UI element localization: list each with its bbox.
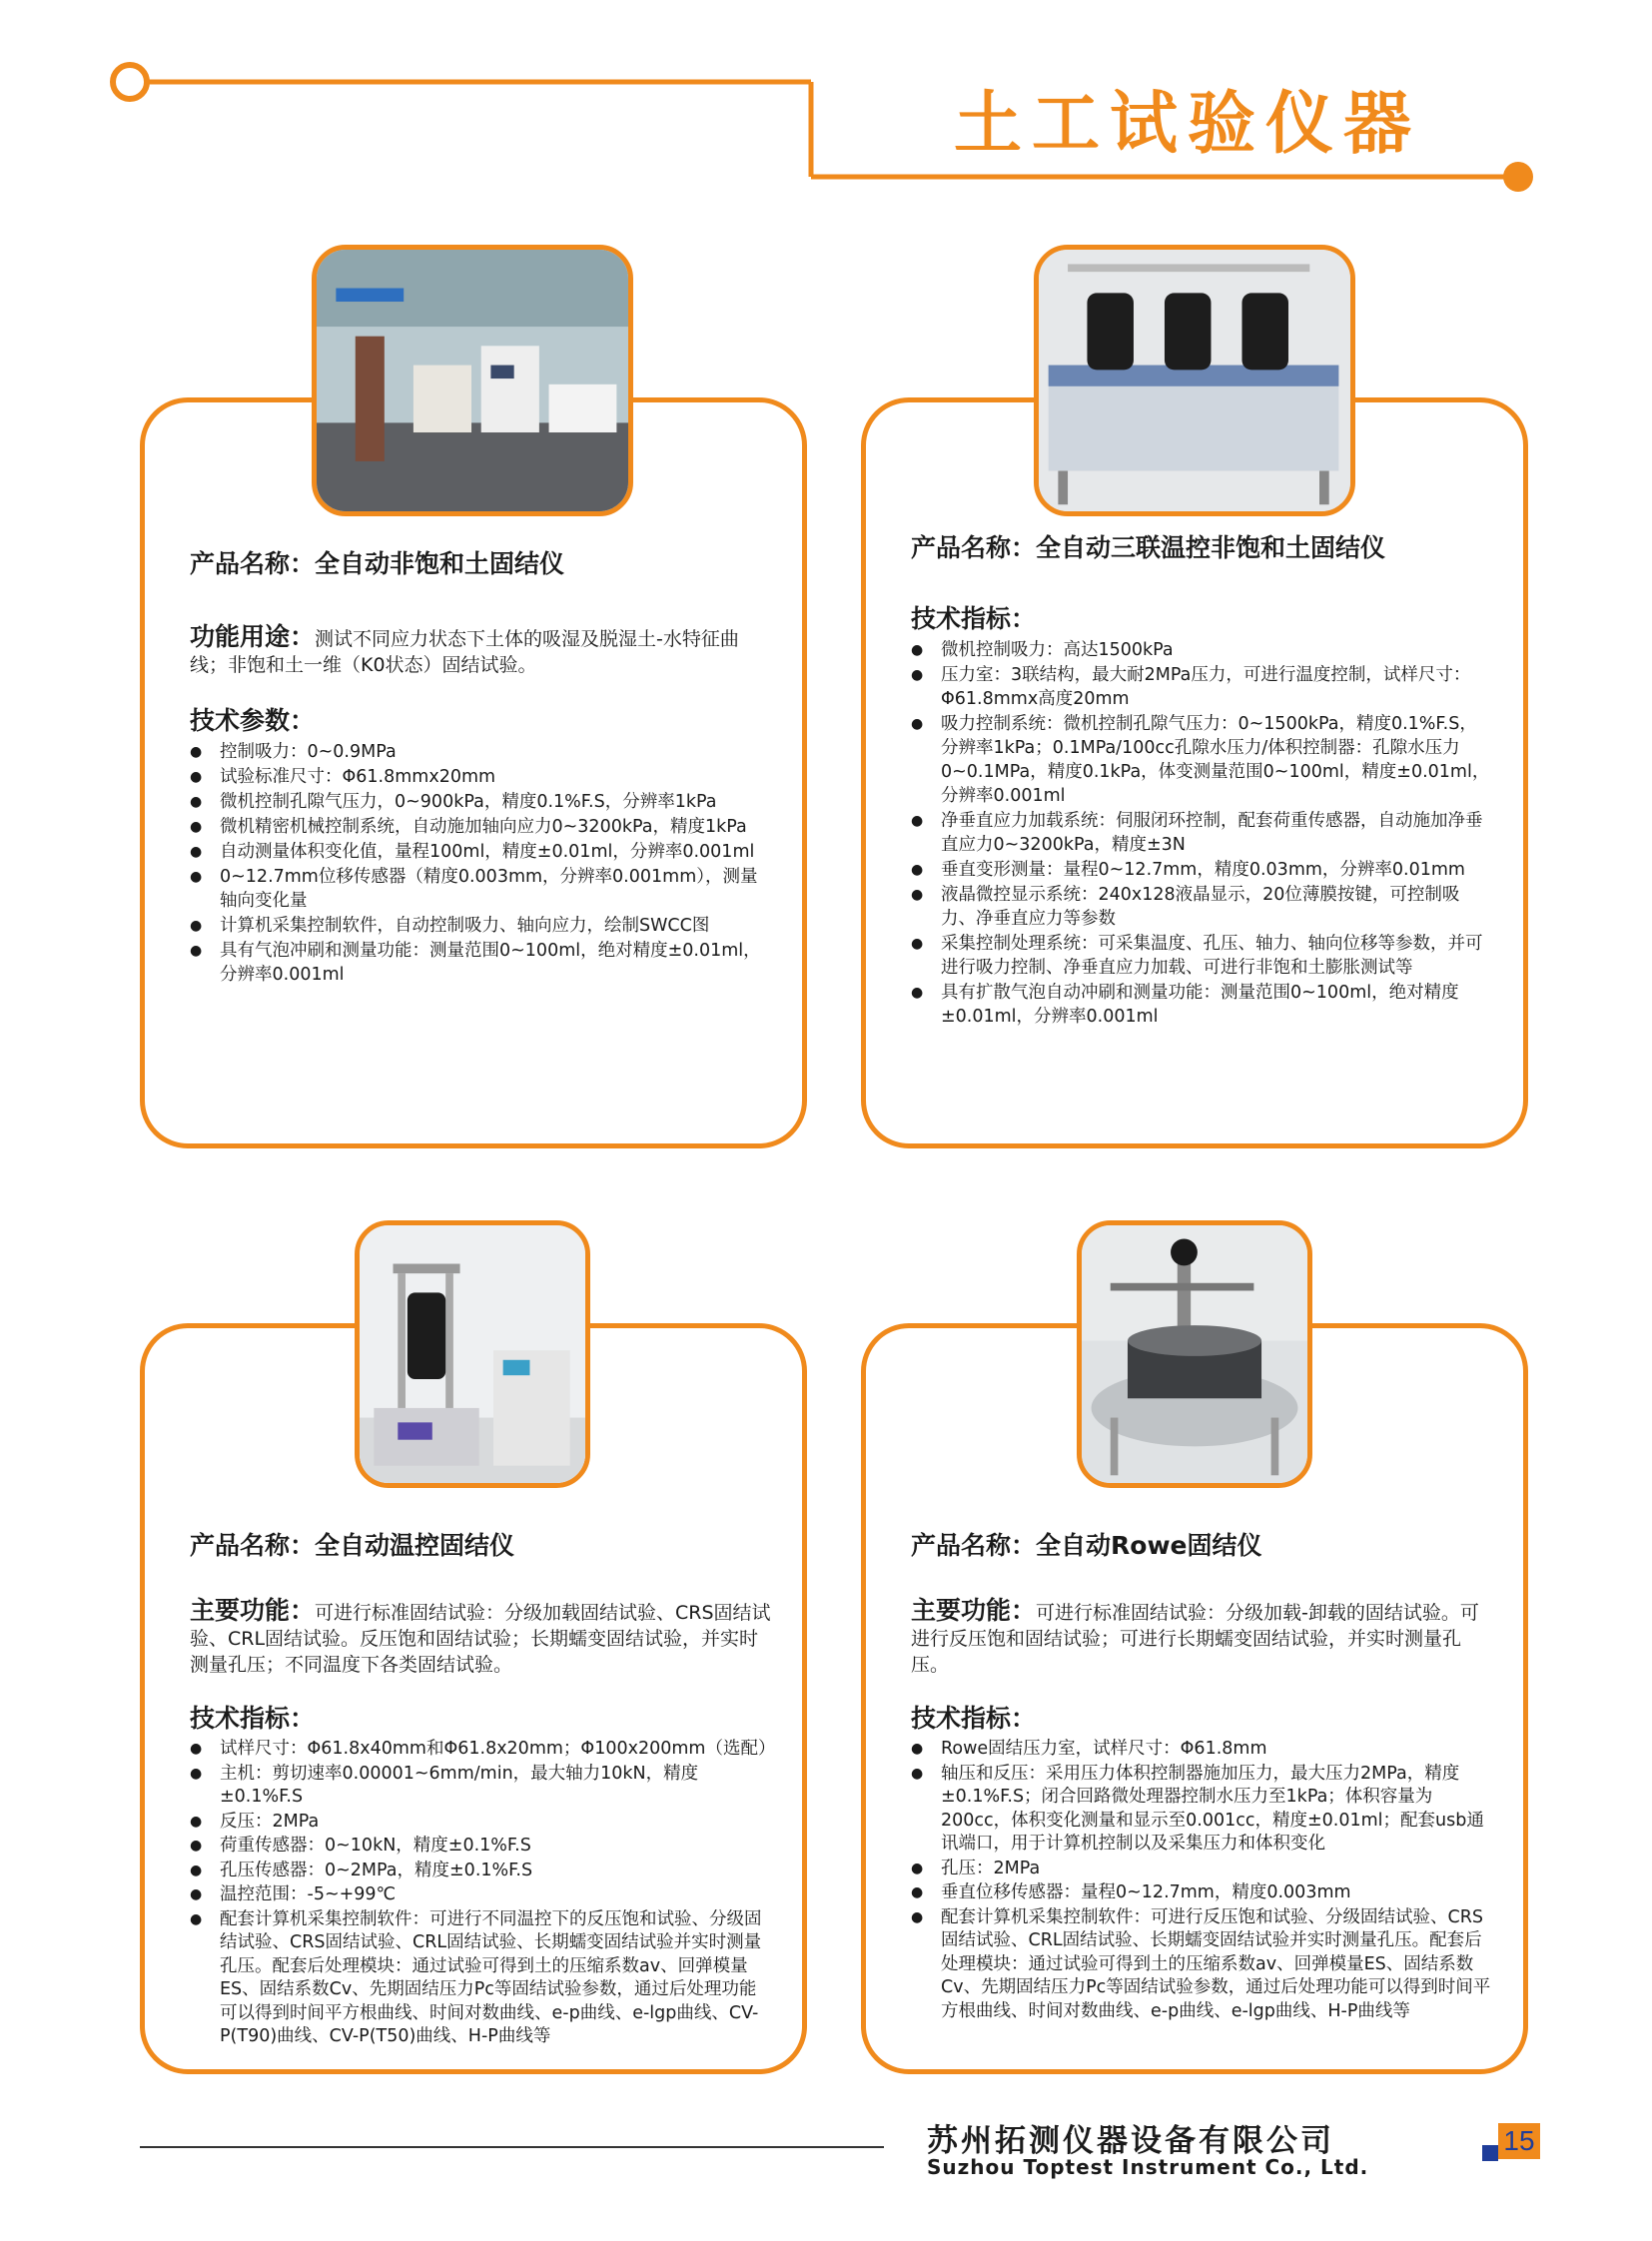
spec-item: ● 配套计算机采集控制软件：可进行不同温控下的反压饱和试验、分级固结试验、CRS固结试验、CRL固结试验、长期蠕变固结试验并实时测量孔压。配套后处理模块：通过试验可得到土的压缩系数av、回弹模量ES、固结系数Cv、先期固结压力Pc等固结试验参数，通过后处理功能可以得到时间平方根曲线、时间对数曲线、e-p曲线、e-lgp曲线、CV-P(T90)曲线、CV-P(T50)曲线、H-P曲线等 — [190, 1908, 772, 2049]
spec-label: 技术指标： — [190, 1704, 316, 1733]
footer-rule — [140, 2146, 884, 2148]
product-photo-3 — [355, 1220, 590, 1488]
product-photo-1 — [312, 245, 633, 516]
spec-item: ● 计算机采集控制软件，自动控制吸力、轴向应力，绘制SWCC图 — [190, 914, 772, 938]
product-name: 产品名称：全自动非饱和土固结仪 — [190, 549, 565, 578]
spec-label: 技术指标： — [911, 604, 1037, 633]
spec-item: ● 具有扩散气泡自动冲刷和测量功能：测量范围0~100ml，绝对精度±0.01ml，分辨率0.001ml — [911, 981, 1493, 1029]
function-label: 主要功能： — [190, 1596, 316, 1625]
dot-ornament — [1503, 162, 1533, 192]
page-marker — [1482, 2145, 1498, 2161]
company-name-en: Suzhou Toptest Instrument Co., Ltd. — [927, 2155, 1369, 2179]
product-photo-2 — [1034, 245, 1355, 516]
function-section — [190, 1598, 772, 1678]
spec-list — [190, 1738, 776, 2049]
spec-item: ● 采集控制处理系统：可采集温度、孔压、轴力、轴向位移等参数，并可进行吸力控制、净垂直应力加载、可进行非饱和土膨胀测试等 — [911, 932, 1493, 980]
product-name: 产品名称：全自动温控固结仪 — [190, 1531, 515, 1560]
company-name-cn: 苏州拓测仪器设备有限公司 — [927, 2123, 1334, 2159]
spec-section — [190, 708, 772, 987]
spec-item: ● 垂直变形测量：量程0~12.7mm，精度0.03mm，分辨率0.01mm — [911, 858, 1493, 882]
spec-item: ● 轴压和反压：采用压力体积控制器施加压力，最大压力2MPa，精度±0.1%F.S；闭合回路微处理器控制水压力至1kPa；体积容量为200cc，体积变化测量和显示至0.001cc，精度±0.01ml；配套usb通讯端口，用于计算机控制以及采集压力和体积变化 — [911, 1763, 1493, 1857]
page-title: 土工试验仪器 — [954, 85, 1422, 164]
spec-item: ● 试样尺寸：Φ61.8x40mm和Φ61.8x20mm；Φ100x200mm（选配） — [190, 1738, 772, 1762]
spec-item: ● 主机：剪切速率0.00001~6mm/min，最大轴力10kN，精度±0.1%F.S — [190, 1763, 772, 1810]
spec-label: 技术指标： — [911, 1704, 1037, 1733]
spec-list — [911, 1738, 1493, 2023]
spec-item: ● 反压：2MPa — [190, 1811, 772, 1835]
spec-list — [190, 740, 772, 987]
ring-ornament — [113, 65, 147, 99]
function-label: 功能用途： — [190, 622, 316, 651]
spec-item: ● 具有气泡冲刷和测量功能：测量范围0~100ml，绝对精度±0.01ml，分辨率0.001ml — [190, 939, 772, 987]
spec-item: ● 温控范围：-5~+99℃ — [190, 1883, 772, 1907]
spec-label: 技术参数： — [190, 706, 316, 735]
function-label: 主要功能： — [911, 1596, 1037, 1625]
spec-list — [911, 638, 1493, 1029]
spec-section — [911, 1706, 1493, 2023]
spec-item: ● 微机精密机械控制系统，自动施加轴向应力0~3200kPa，精度1kPa — [190, 815, 772, 839]
spec-item: ● 控制吸力：0~0.9MPa — [190, 740, 772, 764]
product-photo-4 — [1077, 1220, 1312, 1488]
spec-item: ● 自动测量体积变化值，量程100ml，精度±0.01ml，分辨率0.001ml — [190, 840, 772, 864]
function-text: 测试不同应力状态下土体的吸湿及脱湿土-水特征曲线；非饱和土一维（K0状态）固结试验。 — [190, 628, 739, 676]
function-section — [190, 624, 772, 678]
spec-item: ● 试验标准尺寸：Φ61.8mmx20mm — [190, 765, 772, 789]
spec-item: ● 微机控制吸力：高达1500kPa — [911, 638, 1493, 662]
spec-item: ● 微机控制孔隙气压力，0~900kPa，精度0.1%F.S，分辨率1kPa — [190, 790, 772, 814]
spec-item: ● 压力室：3联结构，最大耐2MPa压力，可进行温度控制，试样尺寸：Φ61.8mmx高度20mm — [911, 663, 1493, 711]
function-text: 可进行标准固结试验：分级加载-卸载的固结试验。可进行反压饱和固结试验；可进行长期蠕变固结试验，并实时测量孔压。 — [911, 1602, 1479, 1676]
product-name: 产品名称：全自动三联温控非饱和土固结仪 — [911, 533, 1386, 562]
spec-item: ● 荷重传感器：0~10kN，精度±0.1%F.S — [190, 1835, 772, 1859]
spec-item: ● 孔压：2MPa — [911, 1858, 1493, 1881]
spec-section — [911, 606, 1493, 1029]
spec-item: ● 0~12.7mm位移传感器（精度0.003mm，分辨率0.001mm），测量轴向变化量 — [190, 865, 772, 913]
product-name: 产品名称：全自动Rowe固结仪 — [911, 1531, 1262, 1560]
page-number: 15 — [1498, 2123, 1540, 2159]
spec-section — [190, 1704, 776, 2049]
spec-item: ● 净垂直应力加载系统：伺服闭环控制，配套荷重传感器，自动施加净垂直应力0~3200kPa，精度±3N — [911, 809, 1493, 857]
spec-item: ● 配套计算机采集控制软件：可进行反压饱和试验、分级固结试验、CRS固结试验、CRL固结试验、长期蠕变固结试验并实时测量孔压。配套后处理模块：通过试验可得到土的压缩系数av、回弹模量ES、固结系数Cv、先期固结压力Pc等固结试验参数，通过后处理功能可以得到时间平方根曲线、时间对数曲线、e-p曲线、e-lgp曲线、H-P曲线等 — [911, 1906, 1493, 2024]
spec-item: ● Rowe固结压力室，试样尺寸：Φ61.8mm — [911, 1738, 1493, 1762]
function-section — [911, 1598, 1493, 1678]
function-text: 可进行标准固结试验：分级加载固结试验、CRS固结试验、CRL固结试验。反压饱和固结试验；长期蠕变固结试验，并实时测量孔压；不同温度下各类固结试验。 — [190, 1602, 771, 1676]
spec-item: ● 孔压传感器：0~2MPa，精度±0.1%F.S — [190, 1860, 772, 1883]
spec-item: ● 垂直位移传感器：量程0~12.7mm，精度0.003mm — [911, 1881, 1493, 1905]
spec-item: ● 吸力控制系统：微机控制孔隙气压力：0~1500kPa，精度0.1%F.S，分辨率1kPa；0.1MPa/100cc孔隙水压力/体积控制器：孔隙水压力0~0.1MPa，精度0.1kPa，体变测量范围0~100ml，精度±0.01ml，分辨率0.001ml — [911, 712, 1493, 808]
spec-item: ● 液晶微控显示系统：240x128液晶显示，20位薄膜按键，可控制吸力、净垂直应力等参数 — [911, 883, 1493, 931]
